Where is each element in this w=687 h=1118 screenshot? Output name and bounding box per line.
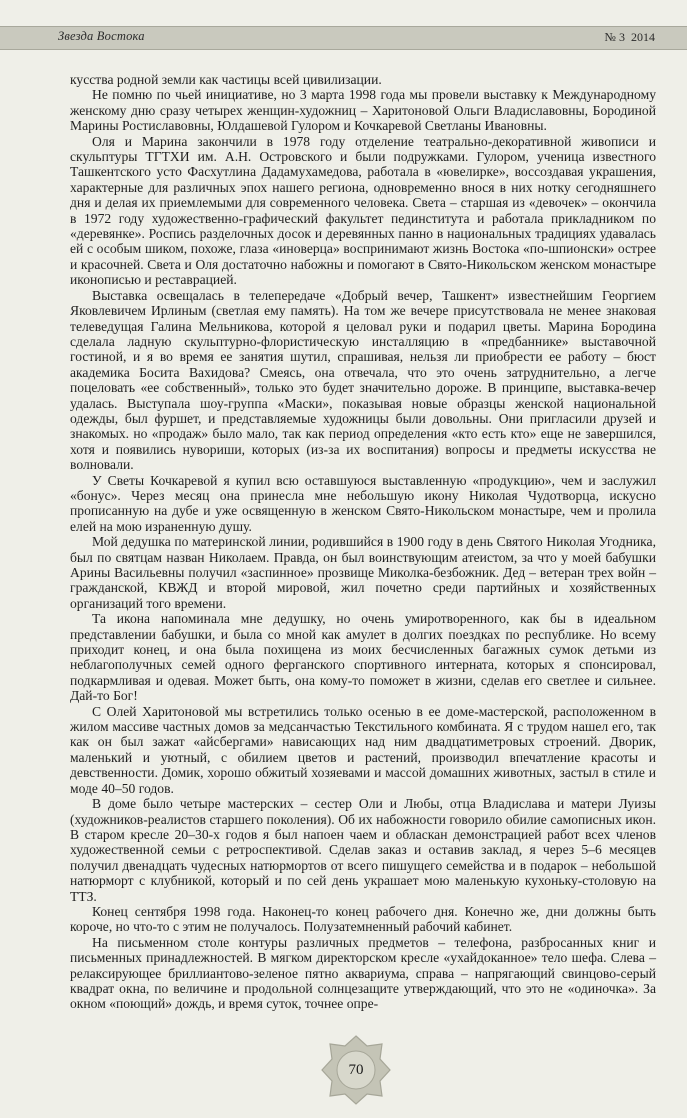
- issue-year: 2014: [631, 30, 655, 44]
- paragraph: Мой дедушка по материнской линии, родившийся в 1900 году в день Святого Николая Угодника, был по святцам назван Николаем. Правда, он был воинствующим атеистом, за что у моей бабушки Арины Васильевны получил «заспинное» прозвище Миколка-безбожник. Дед – ветеран трех войн – гражданской, КВЖД и второй мировой, жил почетно среди партийных и хозяйственных организаций того времени.: [70, 534, 656, 611]
- issue-info: [602, 30, 655, 45]
- paragraph: Не помню по чьей инициативе, но 3 марта 1998 года мы провели выставку к Международному женскому дню сразу четырех женщин-художниц – Харитоновой Ольги Владиславовны, Бородиной Марины Ростиславовны, Юлдашевой Гулором и Кочкаревой Светланы Ивановны.: [70, 87, 656, 134]
- article-body: [70, 72, 656, 1012]
- paragraph: В доме было четыре мастерских – сестер Оли и Любы, отца Владислава и матери Луизы (художников-реалистов старшего поколения). Об их набожности говорило обилие самописных икон. В старом кресле 20–30-х годов я был напоен чаем и обласкан демонстрацией работ всех членов художественной семьи с ретроспективой. Сделав заказ и оставив заклад, я через 5–6 месяцев получил двенадцать чудесных натюрмортов от всего пишущего семейства и в подарок – небольшой натюрморт с клубникой, который и по сей день украшает мою маленькую кухоньку-столовую на ТТЗ.: [70, 796, 656, 904]
- paragraph: Выставка освещалась в телепередаче «Добрый вечер, Ташкент» известнейшим Георгием Яковлевичем Ирлиным (светлая ему память). На том же вечере присутствовала не менее знаковая телеведущая Галина Мельникова, которой я целовал руки и подарил цветы. Марина Бородина сделала ладную скульптурно-флористическую инсталляцию в «предбаннике» выставочной гостиной, и я во время ее занятия шутил, спрашивая, нельзя ли приобрести ее работу – бюст академика Босита Вахидова? Смеясь, она отвечала, что это очень затруднительно, а легче поцеловать «ее собственный», только это будет значительно дороже. В принципе, выставка-вечер удалась. Выступала шоу-группа «Маски», показывая новые образцы женской национальной одежды, был фуршет, и представляемые художницы были довольны. Они пригласили друзей и знакомых. но «продаж» было мало, так как период определения «кто есть кто» еще не завершился, хотя и появились нувориши, которых (из-за их воспитания) вопросы и предметы искусства не волновали.: [70, 287, 656, 473]
- paragraph: С Олей Харитоновой мы встретились только осенью в ее доме-мастерской, расположенном в жилом массиве частных домов за медсанчастью Текстильного комбината. Я с трудом нашел его, так как он был зажат «айсбергами» нависающих над ним двадцатиметровых строений. Дворик, маленький и уютный, с обилием цветов и растений, производил впечатление красоты и девственности. Домик, хорошо обжитый хозяевами и массой домашних животных, застыл в стиле и моде 40–50 годов.: [70, 703, 656, 796]
- page-number: 70: [348, 1062, 364, 1078]
- paragraph: Та икона напоминала мне дедушку, но очень умиротворенного, как бы в идеальном представлении бабушки, и была со мной как амулет в долгих поездках по республике. Но всему приходит конец, и она была похищена из моих бесчисленных багажных сумок детьми из неблагополучных семей одного ферганского спортивного интерната, которых я спонсировал, подкармливая и одевая. Может быть, она кому-то поможет в жизни, сделав его светлее и сильнее. Дай-то Бог!: [70, 611, 656, 704]
- paragraph: Конец сентября 1998 года. Наконец-то конец рабочего дня. Конечно же, дни должны быть короче, но что-то с этим не получалось. Полузатемненный рабочий кабинет.: [70, 903, 656, 935]
- paragraph: У Светы Кочкаревой я купил всю оставшуюся выставленную «продукцию», чем и заслужил «бонус». Через месяц она принесла мне небольшую икону Николая Чудотворца, искусно прописанную на дубе и уже освященную в женском Свято-Никольском монастыре, чем и пролила елей на мою израненную душу.: [70, 472, 656, 534]
- issue-number: № 3: [604, 30, 625, 44]
- journal-title: Звезда Востока: [58, 29, 145, 43]
- paragraph: кусства родной земли как частицы всей цивилизации.: [70, 72, 382, 87]
- paragraph: На письменном столе контуры различных предметов – телефона, разбросанных книг и письменных принадлежностей. В мягком директорском кресле «ухайдоканное» тело шефа. Слева – релаксирующее бриллиантово-зеленое пятно аквариума, справа – напрягающий свинцово-серый квадрат окна, по величине и продольной солнцезащите утверждающий, что это не «одиночка». За окном «поющий» дождь, и время суток, точнее опре-: [70, 934, 656, 1012]
- paragraph: Оля и Марина закончили в 1978 году отделение театрально-декоративной живописи и скульптуры ТГТХИ им. А.Н. Островского и были подружками. Гулором, ученица известного Ташкентского усто Фасхутлина Дадамухамедова, работала в «ювелирке», воссоздавая украшения, характерные для различных эпох нашего региона, одновременно внося в них нотку сегодняшнего дня и делая их приемлемыми для современного человека. Света – старшая из «девочек» – окончила в 1972 году художественно-графический факультет пединститута и работала прикладником по «деревянке». Роспись разделочных досок и деревянных панно в национальных традициях удавалась ей с особым шиком, похоже, глаза «иноверца» воспринимают жизнь Востока «по-шпионски» острее и красочней. Света и Оля достаточно набожны и помогают в Свято-Никольском женском монастыре иконописью и реставрацией.: [70, 133, 656, 288]
